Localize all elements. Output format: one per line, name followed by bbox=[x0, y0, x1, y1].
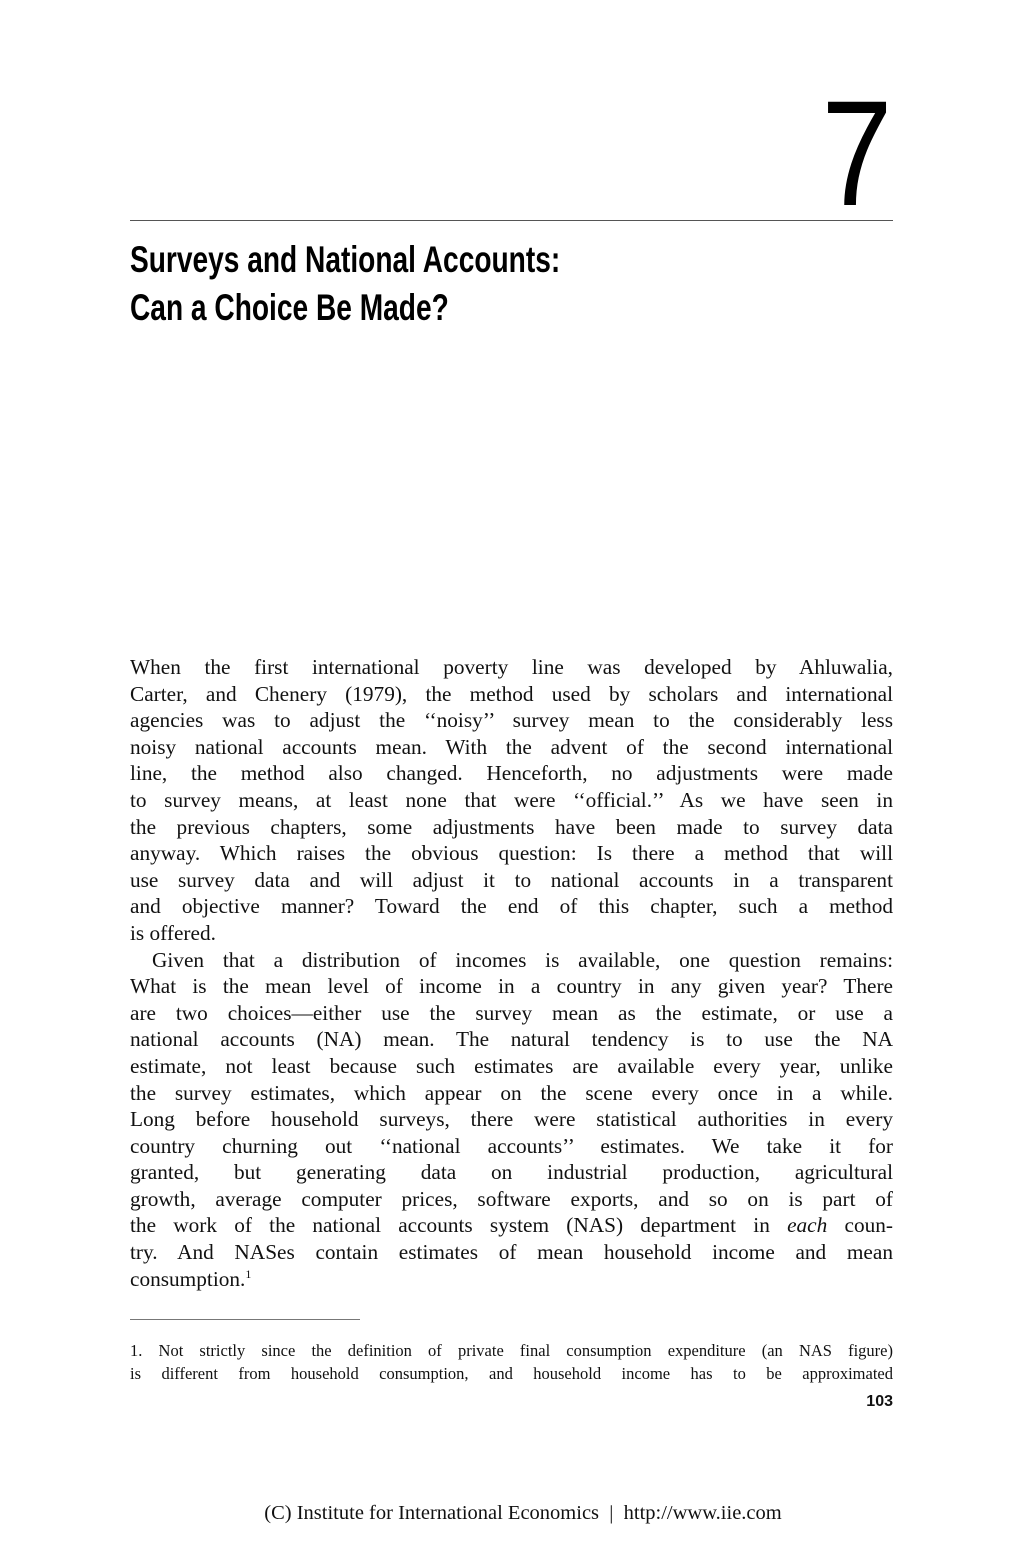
text-line: agencies was to adjust the ‘‘noisy’’ survey mean to the considerably less bbox=[130, 708, 893, 733]
text-line: Long before household surveys, there were statistical authorities in every bbox=[130, 1107, 893, 1132]
text-line: try. And NASes contain estimates of mean household income and mean bbox=[130, 1240, 893, 1265]
text-line: are two choices—either use the survey mean as the estimate, or use a bbox=[130, 1000, 893, 1025]
chapter-title bbox=[130, 236, 560, 332]
text-line: When the first international poverty line was developed by Ahluwalia, bbox=[130, 655, 893, 679]
emphasis: each bbox=[787, 1213, 828, 1238]
chapter-number: 7 bbox=[821, 69, 892, 237]
text-line: noisy national accounts mean. With the advent of the second international bbox=[130, 734, 893, 759]
text-line: to survey means, at least none that were ‘‘official.’’ As we have seen in bbox=[130, 787, 893, 812]
text-line: the survey estimates, which appear on the scene every once in a while. bbox=[130, 1080, 893, 1105]
body-text bbox=[130, 654, 893, 1292]
chapter-title-line: Surveys and National Accounts: bbox=[130, 239, 561, 280]
text-segment: the work of the national accounts system (NAS) department in bbox=[130, 1213, 770, 1238]
text-segment: coun- bbox=[844, 1213, 893, 1238]
text-line: granted, but generating data on industrial production, agricultural bbox=[130, 1160, 893, 1185]
text-line: anyway. Which raises the obvious question: Is there a method that will bbox=[130, 841, 893, 866]
text-line: is offered. bbox=[130, 920, 216, 945]
text-line: and objective manner? Toward the end of this chapter, such a method bbox=[130, 894, 893, 919]
text-line: estimate, not least because such estimates are available every year, unlike bbox=[130, 1053, 893, 1078]
text-line: growth, average computer prices, software exports, and so on is part of bbox=[130, 1186, 893, 1211]
text-line bbox=[130, 1266, 893, 1293]
text-line: Given that a distribution of incomes is available, one question remains: bbox=[152, 947, 893, 972]
text-line bbox=[130, 1212, 893, 1239]
text-line: line, the method also changed. Henceforth, no adjustments were made bbox=[130, 761, 893, 786]
footnote-line: 1. Not strictly since the definition of private final consumption expenditure (an NAS figure) bbox=[130, 1341, 893, 1360]
text-line: country churning out ‘‘national accounts’’ estimates. We take it for bbox=[130, 1133, 893, 1158]
text-segment: consumption. bbox=[130, 1266, 246, 1291]
footnote-rule bbox=[130, 1319, 360, 1320]
text-line: national accounts (NA) mean. The natural tendency is to use the NA bbox=[130, 1027, 893, 1052]
page-footer: (C) Institute for International Economics | http://www.iie.com bbox=[264, 1502, 782, 1524]
page-number: 103 bbox=[866, 1393, 893, 1410]
text-line: Carter, and Chenery (1979), the method used by scholars and international bbox=[130, 681, 893, 706]
text-line: use survey data and will adjust it to national accounts in a transparent bbox=[130, 867, 893, 892]
footnote bbox=[130, 1339, 893, 1385]
text-line: What is the mean level of income in a country in any given year? There bbox=[130, 974, 893, 999]
footnote-ref[interactable]: 1 bbox=[245, 1266, 252, 1281]
text-line: the previous chapters, some adjustments have been made to survey data bbox=[130, 814, 893, 839]
footnote-line: is different from household consumption, and household income has to be approximated bbox=[130, 1364, 893, 1383]
chapter-rule bbox=[130, 220, 893, 221]
chapter-title-line: Can a Choice Be Made? bbox=[130, 287, 449, 328]
